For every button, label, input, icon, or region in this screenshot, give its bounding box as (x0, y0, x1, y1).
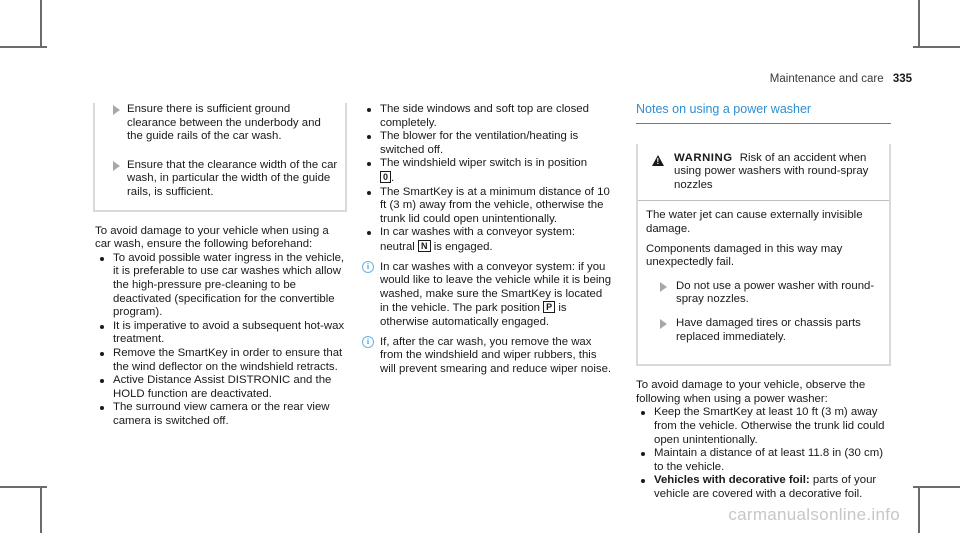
column-right (636, 103, 891, 501)
bullet-icon (367, 231, 371, 235)
note-item: Have damaged tires or chassis parts replaced immediately. (646, 317, 881, 344)
watermark: carmanualsonline.info (728, 505, 900, 524)
list-item: Active Distance Assist DISTRONIC and the HOLD function are deactivated. (95, 374, 347, 401)
wiper-position-key: 0 (380, 171, 391, 183)
bullet-icon (641, 411, 645, 415)
neutral-key: N (418, 240, 431, 252)
note-text: Ensure there is sufficient ground clearance between the underbody and the guide rails of the car wash. (127, 103, 321, 143)
crop-mark (40, 0, 42, 47)
list-item: The SmartKey is at a minimum distance of 10 ft (3 m) away from the vehicle, otherwise the trunk lid could open unintentionally. (362, 186, 612, 227)
note-item (101, 103, 339, 144)
arrow-icon (113, 161, 120, 171)
bullet-icon (367, 135, 371, 139)
bullet-icon (100, 352, 104, 356)
note-text: Ensure that the clearance width of the car wash, in particular the width of the guide rails, is sufficient. (127, 158, 338, 198)
list-item: Keep the SmartKey at least 10 ft (3 m) away from the vehicle. Otherwise the trunk lid could open unintentionally. (636, 406, 891, 447)
crop-mark (913, 46, 960, 48)
column-left (95, 103, 347, 428)
section-heading: Notes on using a power washer (636, 103, 891, 124)
arrow-icon (660, 319, 667, 329)
bullet-icon (100, 379, 104, 383)
bullet-list (636, 406, 891, 501)
bullet-icon (367, 108, 371, 112)
bullet-icon (641, 479, 645, 483)
info-note: i In car washes with a conveyor system: if you would like to leave the vehicle while it is being washed, make sure the SmartKey is located in the vehicle. The park position P is otherwise automatically engaged. (362, 261, 612, 330)
warning-box (636, 144, 891, 367)
bullet-list (362, 103, 612, 255)
list-item: The blower for the ventilation/heating is switched off. (362, 130, 612, 157)
warning-heading: Risk of an accident when using power washers with round-spray nozzles (674, 151, 869, 191)
intro-paragraph: To avoid damage to your vehicle, observe the following when using a power washer: (636, 379, 866, 405)
note-item: Do not use a power washer with round-spray nozzles. (646, 280, 881, 307)
list-item: The windshield wiper switch is in position 0 . (362, 157, 612, 185)
park-key: P (543, 301, 555, 313)
info-icon: i (362, 261, 374, 273)
arrow-icon (113, 105, 120, 115)
list-item: Remove the SmartKey in order to ensure that the wind deflector on the windshield retracts. (95, 347, 347, 374)
list-item: To avoid possible water ingress in the vehicle, it is preferable to use car washes which allow the high-pressure pre-cleaning to be deactivated (specification for the convertible program). (95, 252, 347, 320)
crop-mark (918, 0, 920, 47)
column-middle (362, 103, 612, 376)
page-number: 335 (892, 73, 912, 85)
intro-paragraph: To avoid damage to your vehicle when using a car wash, ensure the following beforehand: (95, 224, 329, 251)
crop-mark (0, 46, 47, 48)
bullet-icon (641, 452, 645, 456)
note-box (93, 103, 347, 212)
bullet-icon (367, 191, 371, 195)
info-note: i If, after the car wash, you remove the wax from the windshield and wiper rubbers, this will prevent smearing and reduce wiper noise. (362, 336, 612, 377)
running-header (770, 73, 912, 85)
crop-mark (918, 486, 920, 533)
section-title: Maintenance and care (769, 73, 884, 85)
bullet-list (95, 252, 347, 429)
list-item: The surround view camera or the rear view camera is switched off. (95, 401, 347, 428)
list-item: It is imperative to avoid a subsequent hot-wax treatment. (95, 320, 347, 347)
warning-header: ! WARNING Risk of an accident when using power washers with round-spray nozzles (638, 144, 889, 202)
warning-word: WARNING (674, 151, 733, 164)
bullet-icon (100, 325, 104, 329)
decor-label: Vehicles with decorative foil: (654, 474, 810, 487)
bullet-icon (367, 162, 371, 166)
crop-mark (913, 486, 960, 488)
note-item (101, 159, 339, 200)
list-item: In car washes with a conveyor system: neutral N is engaged. (362, 226, 612, 254)
bullet-icon (100, 406, 104, 410)
arrow-icon (660, 282, 667, 292)
list-item: Maintain a distance of at least 11.8 in (30 cm) to the vehicle. (636, 447, 891, 474)
crop-mark (40, 486, 42, 533)
crop-mark (0, 486, 47, 488)
bullet-icon (100, 257, 104, 261)
info-icon: i (362, 336, 374, 348)
warning-body: The water jet can cause externally invisible damage. Components damaged in this way may unexpectedly fail. Do not use a power washer with round-spray nozzles. Have damaged tires or chassis parts replaced immediately. (638, 201, 889, 344)
list-item: Vehicles with decorative foil: parts of your vehicle are covered with a decorative foil. (636, 474, 891, 501)
list-item: The side windows and soft top are closed completely. (362, 103, 612, 130)
